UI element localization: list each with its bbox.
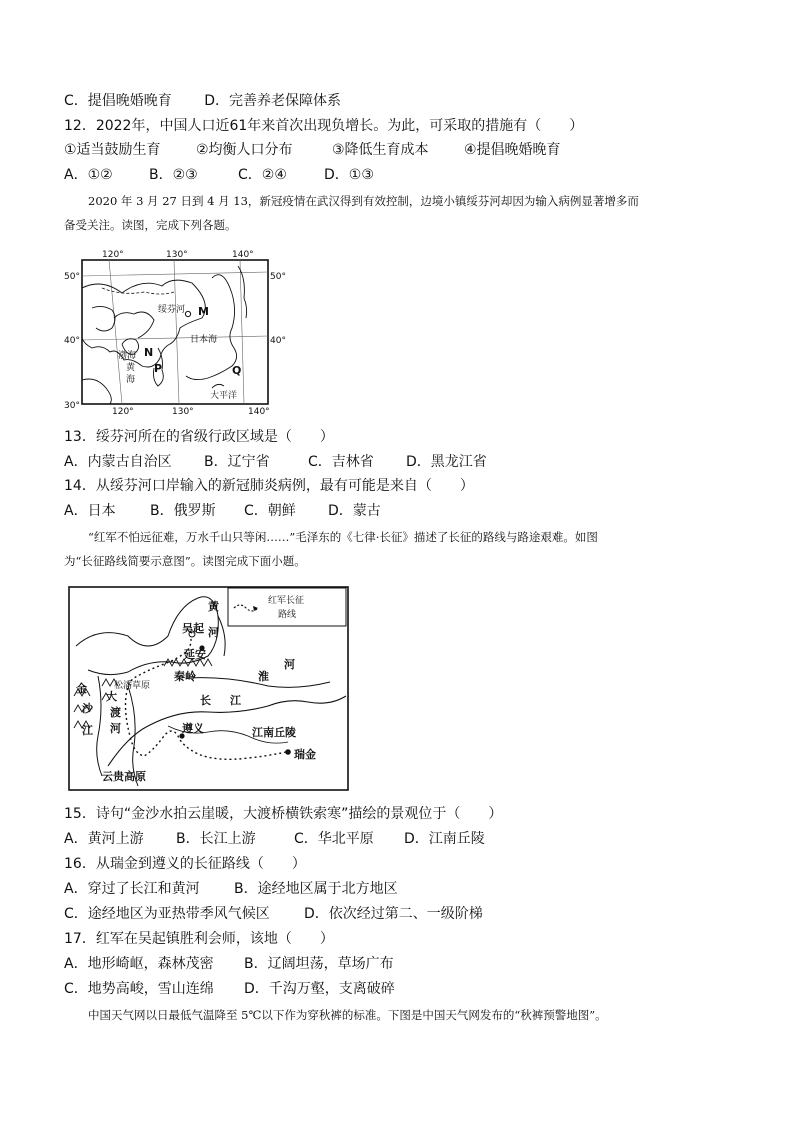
map2-label-sha: 沙	[82, 702, 93, 715]
q17-option-c: C．地势高峻，雪山连绵	[64, 981, 214, 997]
q13-option-a: A．内蒙古自治区	[64, 454, 172, 470]
map1-label-bohai: 渤海	[118, 351, 137, 361]
map2-legend-line2: 路线	[278, 610, 297, 620]
map1-label-sea-of-japan: 日本海	[190, 335, 218, 345]
passage2-line2: 为“长征路线简要示意图”。读图完成下面小题。	[64, 554, 306, 568]
map1-label-pacific: 大平洋	[210, 391, 238, 401]
q15-option-a: A．黄河上游	[64, 831, 144, 847]
map2-label-dadu-1: 大	[106, 690, 117, 703]
map1-lon-top-120: 120°	[102, 250, 124, 260]
map1-label-q: Q	[232, 364, 242, 377]
map2-label-he: 河	[208, 626, 219, 639]
q13-stem: 13．绥芬河所在的省级行政区域是（ ）	[64, 429, 334, 445]
map2-label-jin: 金	[76, 682, 87, 695]
q16-option-c: C．途经地区为亚热带季风气候区	[64, 906, 270, 922]
map1-lat-right-50: 50°	[270, 272, 286, 282]
q12-stem: 12．2022年，中国人口近61年来首次出现负增长。为此，可采取的措施有（ ）	[64, 118, 584, 134]
passage2-line1: “红军不怕远征难，万水千山只等闲……”毛泽东的《七律·长征》描述了长征的路线与路途艰难。如图	[88, 530, 598, 544]
passage1-line2: 备受关注。读图，完成下列各题。	[64, 218, 237, 232]
map1-lat-right-40: 40°	[270, 336, 286, 346]
q14-option-b: B．俄罗斯	[150, 503, 216, 519]
map2-label-wuqi: 吴起	[182, 622, 204, 635]
q16-option-b: B．途经地区属于北方地区	[234, 881, 398, 897]
q15-option-c: C．华北平原	[294, 831, 374, 847]
q16-option-d: D．依次经过第二、一级阶梯	[304, 906, 483, 922]
map2-label-dadu-3: 河	[110, 722, 121, 735]
q14-option-c: C．朝鲜	[244, 503, 296, 519]
northeast-asia-map	[62, 248, 292, 416]
q16-option-a: A．穿过了长江和黄河	[64, 881, 200, 897]
q12-option-b: B．②③	[149, 167, 198, 183]
map2-label-huang: 黄	[208, 600, 219, 613]
q17-option-a: A．地形崎岖，森林茂密	[64, 956, 214, 972]
map2-label-chang: 长	[200, 694, 211, 707]
map2-label-huai-2: 河	[284, 658, 295, 671]
q12-option-d: D．①③	[324, 167, 374, 183]
map1-label-m: M	[198, 305, 209, 318]
q13-option-d: D．黑龙江省	[406, 454, 487, 470]
q16-stem: 16．从瑞金到遵义的长征路线（ ）	[64, 856, 306, 872]
map2-label-songpan: 松潘草原	[114, 681, 151, 691]
passage1-line1: 2020 年 3 月 27 日到 4 月 13，新冠疫情在武汉得到有效控制，边境小镇绥芬河却因为输入病例显著增多而	[88, 194, 639, 208]
q14-stem: 14．从绥芬河口岸输入的新冠肺炎病例，最有可能是来自（ ）	[64, 478, 474, 494]
q12-item-4: ④提倡晚婚晚育	[464, 142, 561, 158]
q11-option-d: D．完善养老保障体系	[204, 93, 342, 109]
map2-label-huai-1: 淮	[258, 670, 269, 683]
q13-option-c: C．吉林省	[308, 454, 374, 470]
q15-option-d: D．江南丘陵	[404, 831, 485, 847]
q15-stem: 15．诗句“金沙水拍云崖暖，大渡桥横铁索寒”描绘的景观位于（ ）	[64, 806, 503, 822]
map2-label-ruijin: 瑞金	[294, 748, 316, 761]
q17-option-b: B．辽阔坦荡，草场广布	[244, 956, 394, 972]
q12-item-2: ②均衡人口分布	[196, 142, 293, 158]
map1-lon-top-130: 130°	[166, 250, 188, 260]
map1-label-yellow-sea-1: 黄	[126, 363, 136, 373]
map1-label-suifenhe: 绥芬河	[158, 305, 186, 315]
q15-option-b: B．长江上游	[176, 831, 256, 847]
map2-label-jiang-2: 江	[230, 694, 241, 707]
map1-lat-left-30: 30°	[64, 401, 80, 411]
map1-label-n: N	[144, 346, 154, 359]
long-march-route-map	[68, 586, 350, 792]
map1-lat-left-50: 50°	[64, 272, 80, 282]
map1-label-p: P	[154, 362, 163, 375]
q11-option-c: C．提倡晚婚晚育	[64, 93, 172, 109]
q14-option-a: A．日本	[64, 503, 116, 519]
map2-label-zunyi: 遵义	[182, 722, 204, 735]
passage3-line1: 中国天气网以日最低气温降至 5℃以下作为穿秋裤的标准。下图是中国天气网发布的“秋裤预警地图”。	[88, 1008, 607, 1022]
map1-lon-bottom-130: 130°	[172, 407, 194, 416]
map1-lat-left-40: 40°	[64, 336, 80, 346]
map2-label-yungui: 云贵高原	[102, 770, 146, 783]
map2-label-jiang: 江	[82, 724, 93, 737]
map1-lon-bottom-140: 140°	[248, 407, 270, 416]
q12-option-c: C．②④	[238, 167, 287, 183]
q11-options-cd	[64, 92, 341, 110]
q12-item-3: ③降低生育成本	[332, 142, 429, 158]
map2-label-jiangnan: 江南丘陵	[252, 726, 296, 739]
q17-option-d: D．千沟万壑，支离破碎	[244, 981, 395, 997]
q13-option-b: B．辽宁省	[204, 454, 270, 470]
map2-label-yanan: 延安	[184, 648, 206, 661]
map1-label-yellow-sea-2: 海	[126, 375, 136, 385]
q14-option-d: D．蒙古	[328, 503, 381, 519]
map1-lon-bottom-120: 120°	[112, 407, 134, 416]
q12-item-1: ①适当鼓励生育	[64, 142, 161, 158]
q12-option-a: A．①②	[64, 167, 113, 183]
map1-lon-top-140: 140°	[232, 250, 254, 260]
map2-legend-line1: 红军长征	[268, 596, 305, 606]
q17-stem: 17．红军在吴起镇胜利会师，该地（ ）	[64, 931, 334, 947]
map2-label-dadu-2: 渡	[110, 706, 121, 719]
map2-label-qinling: 秦岭	[174, 670, 196, 683]
